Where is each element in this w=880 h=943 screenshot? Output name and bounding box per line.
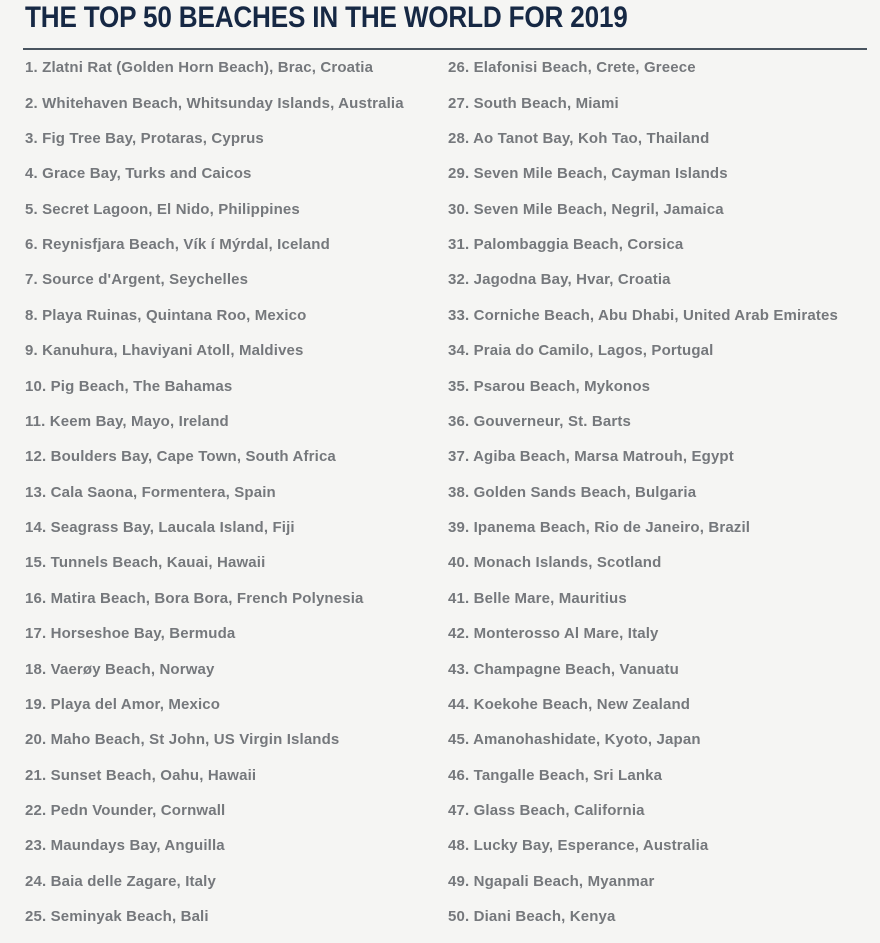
list-item: 27. South Beach, Miami [448,94,619,112]
list-item: 1. Zlatni Rat (Golden Horn Beach), Brac, Croatia [25,59,374,77]
list-item: 11. Keem Bay, Mayo, Ireland [25,412,229,430]
list-item: 48. Lucky Bay, Esperance, Australia [448,837,709,855]
list-item: 42. Monterosso Al Mare, Italy [448,625,659,643]
list-item: 50. Diani Beach, Kenya [448,908,616,926]
list-item: 9. Kanuhura, Lhaviyani Atoll, Maldives [25,342,304,360]
list-item: 26. Elafonisi Beach, Crete, Greece [448,59,696,77]
page-title: THE TOP 50 BEACHES IN THE WORLD FOR 2019 [25,1,628,34]
list-item: 16. Matira Beach, Bora Bora, French Polynesia [25,589,364,607]
list-item: 38. Golden Sands Beach, Bulgaria [448,483,697,501]
list-item: 4. Grace Bay, Turks and Caicos [25,165,252,183]
list-item: 6. Reynisfjara Beach, Vík í Mýrdal, Iceland [25,236,330,254]
list-item: 45. Amanohashidate, Kyoto, Japan [448,731,701,749]
list-item: 47. Glass Beach, California [448,802,645,820]
list-item: 24. Baia delle Zagare, Italy [25,872,216,890]
list-item: 12. Boulders Bay, Cape Town, South Africa [25,448,336,466]
list-item: 3. Fig Tree Bay, Protaras, Cyprus [25,129,264,147]
list-item: 15. Tunnels Beach, Kauai, Hawaii [25,554,266,572]
list-item: 22. Pedn Vounder, Cornwall [25,802,226,820]
list-item: 25. Seminyak Beach, Bali [25,908,209,926]
list-item: 28. Ao Tanot Bay, Koh Tao, Thailand [448,129,710,147]
list-item: 44. Koekohe Beach, New Zealand [448,695,691,713]
list-item: 8. Playa Ruinas, Quintana Roo, Mexico [25,306,307,324]
list-item: 10. Pig Beach, The Bahamas [25,377,233,395]
list-item: 18. Vaerøy Beach, Norway [25,660,215,678]
list-item: 31. Palombaggia Beach, Corsica [448,236,684,254]
list-item: 43. Champagne Beach, Vanuatu [448,660,679,678]
list-item: 35. Psarou Beach, Mykonos [448,377,651,395]
list-item: 20. Maho Beach, St John, US Virgin Islands [25,731,340,749]
list-item: 40. Monach Islands, Scotland [448,554,662,572]
list-item: 30. Seven Mile Beach, Negril, Jamaica [448,200,724,218]
list-item: 29. Seven Mile Beach, Cayman Islands [448,165,728,183]
list-item: 46. Tangalle Beach, Sri Lanka [448,766,663,784]
list-item: 41. Belle Mare, Mauritius [448,589,627,607]
list-item: 36. Gouverneur, St. Barts [448,412,631,430]
list-item: 14. Seagrass Bay, Laucala Island, Fiji [25,519,295,537]
beach-list [25,50,868,934]
list-item: 2. Whitehaven Beach, Whitsunday Islands, Australia [25,94,404,112]
list-item: 34. Praia do Camilo, Lagos, Portugal [448,342,714,360]
list-item: 19. Playa del Amor, Mexico [25,695,221,713]
list-item: 13. Cala Saona, Formentera, Spain [25,483,276,501]
list-item: 39. Ipanema Beach, Rio de Janeiro, Brazil [448,519,751,537]
beach-list-column-right [448,50,868,934]
list-item: 32. Jagodna Bay, Hvar, Croatia [448,271,671,289]
list-item: 21. Sunset Beach, Oahu, Hawaii [25,766,257,784]
beach-list-column-left [25,50,448,934]
list-item: 7. Source d'Argent, Seychelles [25,271,249,289]
list-item: 33. Corniche Beach, Abu Dhabi, United Arab Emirates [448,306,838,324]
list-item: 23. Maundays Bay, Anguilla [25,837,225,855]
list-item: 17. Horseshoe Bay, Bermuda [25,625,236,643]
list-item: 49. Ngapali Beach, Myanmar [448,872,655,890]
list-item: 5. Secret Lagoon, El Nido, Philippines [25,200,300,218]
list-item: 37. Agiba Beach, Marsa Matrouh, Egypt [448,448,734,466]
